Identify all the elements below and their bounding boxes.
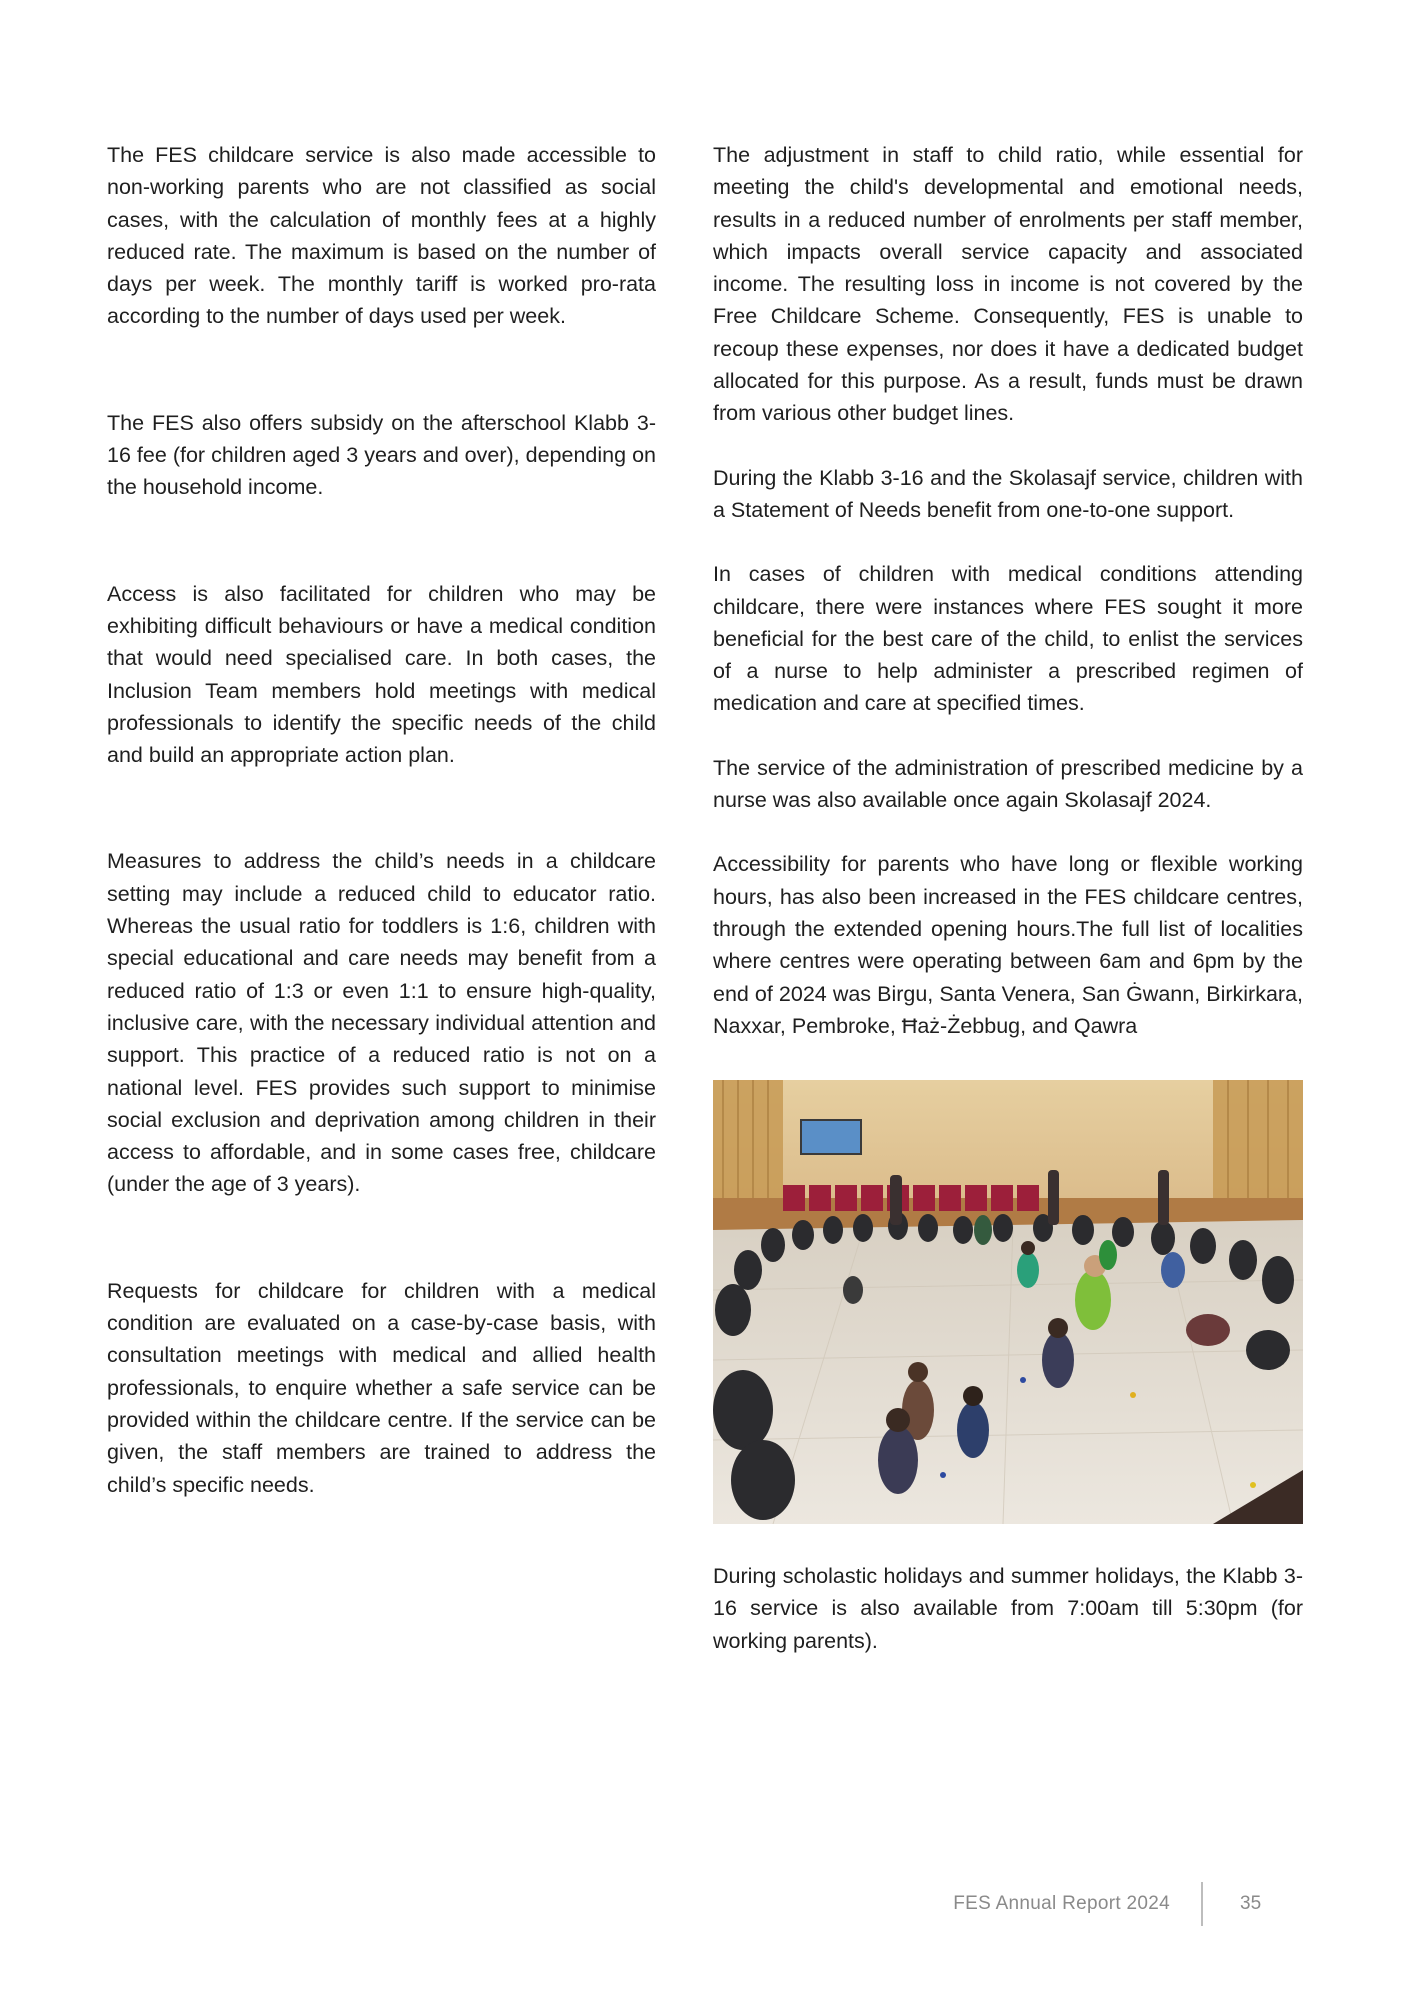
paragraph-holiday-hours: During scholastic holidays and summer holidays, the Klabb 3-16 service is also available from 7:00am till 5:30pm (for working parents). (713, 1564, 1303, 1653)
paragraph-nurse-services: In cases of children with medical conditions attending childcare, there were instances where FES sought it more beneficial for the best care of the child, to enlist the services of a nurse to help administer a prescribed regimen of medication and care at specified times. (713, 562, 1303, 716)
footer-divider (1201, 1882, 1203, 1926)
paragraph-access-facilitated: Access is also facilitated for children who may be exhibiting difficult behaviours or have a medical condition that would need specialised care. In both cases, the Inclusion Team members hold meetings with medical professionals to identify the specific needs of the child and build an appropriate action plan. (107, 581, 656, 768)
paragraph-klabb-subsidy: The FES also offers subsidy on the afterschool Klabb 3-16 fee (for children aged 3 years and over), depending on the household income. (107, 410, 656, 500)
paragraph-extended-hours: Accessibility for parents who have long or flexible working hours, has also been increased in the FES childcare centres, through the extended opening hours.The full list of localities where centres were operating between 6am and 6pm by the end of 2024 was Birgu, Santa Venera, San Ġwann, Birkirkara, Naxxar, Pembroke, Ħaż-Żebbug, and Qawra (713, 852, 1303, 1038)
paragraph-non-working-parents: The FES childcare service is also made accessible to non-working parents who are not classified as social cases, with the calculation of monthly fees at a highly reduced rate. The maximum is based on the number of days per week. The monthly tariff is worked pro-rata according to the number of days used per week. (107, 143, 656, 329)
paragraph-skolasajf-medicine: The service of the administration of prescribed medicine by a nurse was also available once again Skolasajf 2024. (713, 755, 1303, 813)
paragraph-staff-ratio-adjustment: The adjustment in staff to child ratio, while essential for meeting the child's developmental and emotional needs, results in a reduced number of enrolments per staff member, which impacts overall service capacity and associated income. The resulting loss in income is not covered by the Free Childcare Scheme. Consequently, FES is unable to recoup these expenses, nor does it have a dedicated budget allocated for this purpose. As a result, funds must be drawn from various other budget lines. (713, 143, 1303, 426)
photo-illustration (713, 1080, 1303, 1524)
paragraph-statement-of-needs: During the Klabb 3-16 and the Skolasajf service, children with a Statement of Needs benefit from one-to-one support. (713, 465, 1303, 522)
footer-report-title: FES Annual Report 2024 (953, 1893, 1170, 1914)
page-number: 35 (1240, 1893, 1262, 1914)
left-column (107, 139, 656, 1501)
paragraph-reduced-ratio: Measures to address the child’s needs in a childcare setting may include a reduced child to educator ratio. Whereas the usual ratio for toddlers is 1:6, children with special educational and care needs may benefit from a reduced ratio of 1:3 or even 1:1 to ensure high-quality, inclusive care, with the necessary individual attention and support. This practice of a reduced ratio is not on a national level. FES provides such support to minimise social exclusion and deprivation among children in their access to affordable, and in some cases free, childcare (under the age of 3 years). (107, 849, 656, 1197)
activity-hall-photo (713, 1080, 1303, 1524)
right-column (713, 139, 1303, 1657)
paragraph-medical-requests: Requests for childcare for children with a medical condition are evaluated on a case-by-case basis, with consultation meetings with medical and allied health professionals, to enquire whether a safe service can be provided within the childcare centre. If the service can be given, the staff members are trained to address the child’s specific needs. (107, 1278, 656, 1497)
